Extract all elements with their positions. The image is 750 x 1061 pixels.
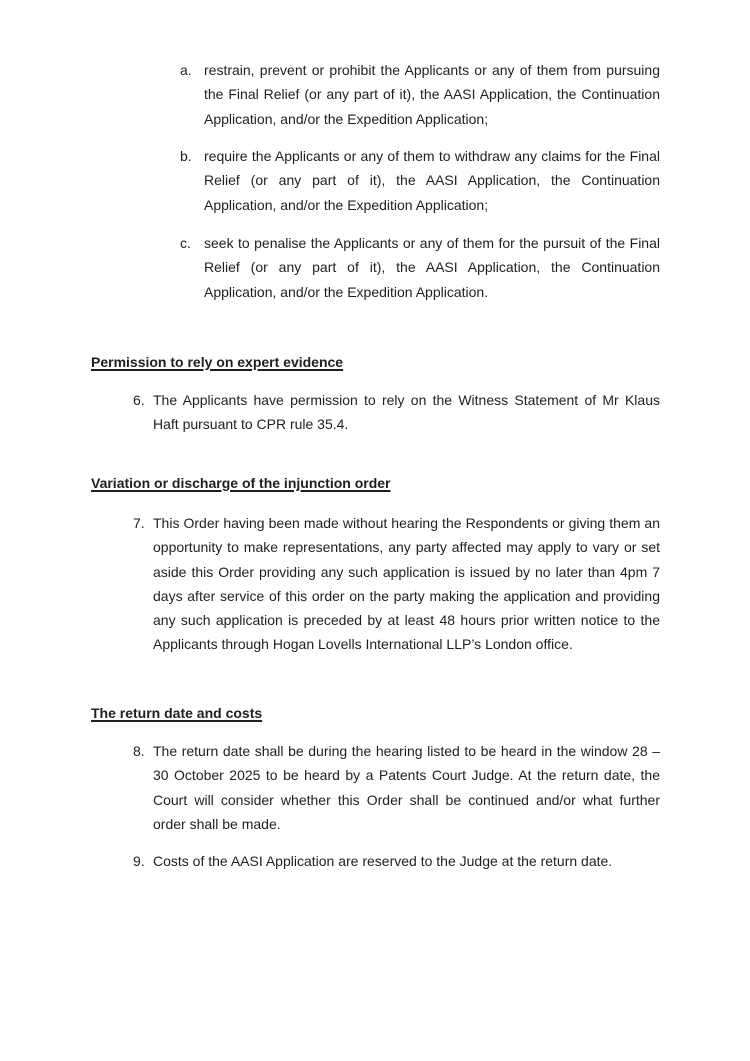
section-heading-variation-discharge: Variation or discharge of the injunction order bbox=[91, 475, 391, 491]
list-marker-b: b. bbox=[180, 148, 192, 164]
list-marker-7: 7. bbox=[133, 515, 145, 531]
list-item-b-text: require the Applicants or any of them to withdraw any claims for the Final Relief (or any part of it), the AASI Application, the Continuation Application, and/or the Expedition Application; bbox=[204, 148, 660, 213]
list-item-c bbox=[180, 231, 660, 304]
list-item-7-text: This Order having been made without hearing the Respondents or giving them an opportunity to make representations, any party affected may apply to vary or set aside this Order providing any such application is issued by no later than 4pm 7 days after service of this order on the party making the application and providing any such application is preceded by at least 48 hours prior written notice to the Applicants through Hogan Lovells International LLP’s London office. bbox=[153, 515, 660, 653]
list-item-a-text: restrain, prevent or prohibit the Applicants or any of them from pursuing the Final Relief (or any part of it), the AASI Application, the Continuation Application, and/or the Expedition Application; bbox=[204, 62, 660, 127]
list-item-9-text: Costs of the AASI Application are reserved to the Judge at the return date. bbox=[153, 853, 613, 869]
list-marker-9: 9. bbox=[133, 853, 145, 869]
list-marker-8: 8. bbox=[133, 743, 145, 759]
list-item-8 bbox=[133, 739, 660, 836]
list-item-7 bbox=[133, 511, 660, 657]
list-item-a bbox=[180, 58, 660, 131]
list-item-8-text: The return date shall be during the hearing listed to be heard in the window 28 – 30 October 2025 to be heard by a Patents Court Judge. At the return date, the Court will consider whether this Order shall be continued and/or what further order shall be made. bbox=[153, 743, 660, 832]
list-item-c-text: seek to penalise the Applicants or any of them for the pursuit of the Final Relief (or any part of it), the AASI Application, the Continuation Application, and/or the Expedition Application. bbox=[204, 235, 660, 300]
list-marker-a: a. bbox=[180, 62, 192, 78]
list-item-6-text: The Applicants have permission to rely on the Witness Statement of Mr Klaus Haft pursuant to CPR rule 35.4. bbox=[153, 392, 660, 433]
list-item-6 bbox=[133, 388, 660, 437]
list-item-9 bbox=[133, 849, 660, 873]
section-heading-expert-evidence: Permission to rely on expert evidence bbox=[91, 354, 344, 370]
list-marker-6: 6. bbox=[133, 392, 145, 408]
section-heading-return-date-costs: The return date and costs bbox=[91, 705, 263, 721]
list-item-b bbox=[180, 144, 660, 217]
list-marker-c: c. bbox=[180, 235, 191, 251]
